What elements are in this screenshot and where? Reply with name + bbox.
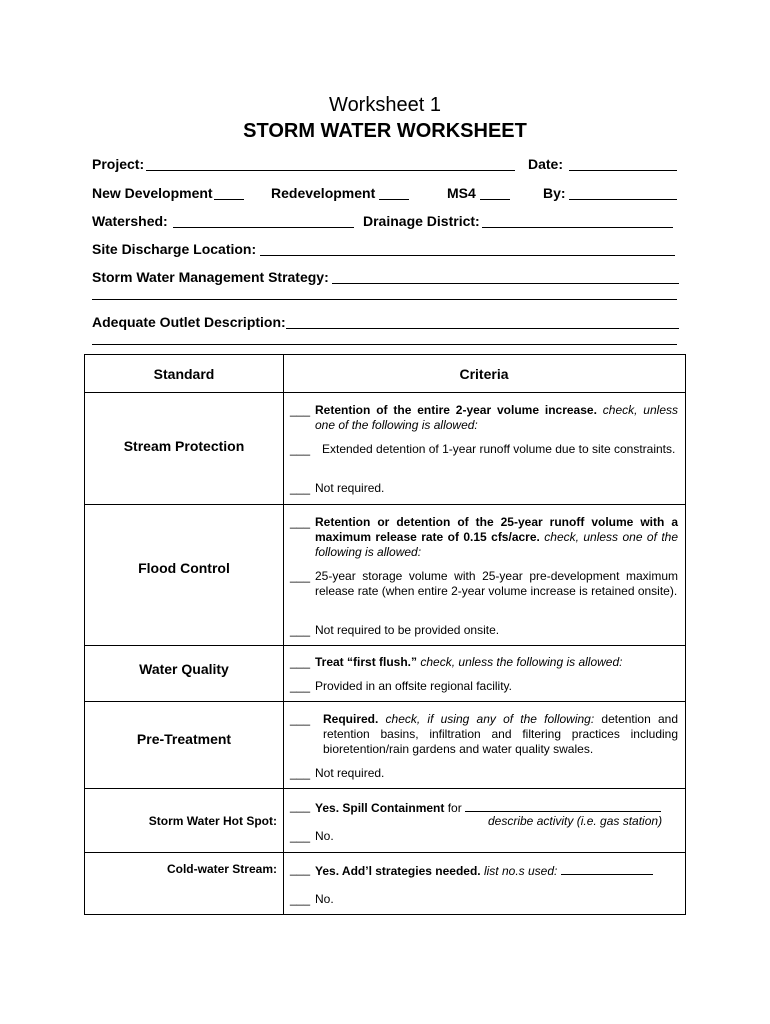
ms4-label: MS4 [447, 185, 476, 201]
pretreat-option-required[interactable]: ___ Required. check, if using any of the following: detention and retention basins, infiltration and filtering practices including bioretention/rain gardens and water quality swales. [290, 712, 678, 756]
outlet-label: Adequate Outlet Description: [92, 314, 286, 330]
outlet-line-2[interactable] [92, 344, 677, 345]
outlet-line[interactable] [286, 328, 679, 329]
redevelopment-label: Redevelopment [271, 185, 376, 201]
hotspot-activity-hint: describe activity (i.e. gas station) [488, 814, 663, 828]
strategy-label: Storm Water Management Strategy: [92, 269, 329, 285]
cold-water-row [85, 853, 685, 914]
new-development-label: New Development [92, 185, 213, 201]
cold-water-label: Cold-water Stream: [166, 862, 277, 876]
spill-activity-line[interactable] [465, 799, 661, 812]
standards-table [84, 354, 686, 915]
quality-option-offsite[interactable]: ___ Provided in an offsite regional facility. [290, 679, 512, 693]
drainage-district-line[interactable] [482, 227, 673, 228]
by-label: By: [543, 185, 566, 201]
pre-treatment-label: Pre-Treatment [136, 731, 232, 747]
hot-spot-row [85, 789, 685, 853]
redevelopment-line[interactable] [379, 199, 409, 200]
stream-option-extended[interactable]: ___ Extended detention of 1-year runoff volume due to site constraints. [290, 442, 676, 456]
standard-header: Standard [153, 366, 215, 382]
strategy-line-2[interactable] [92, 299, 677, 300]
water-quality-label: Water Quality [139, 661, 229, 677]
ms4-line[interactable] [480, 199, 510, 200]
hotspot-option-yes[interactable]: ___ Yes. Spill Containment for describe activity (i.e. gas station) [290, 799, 663, 828]
drainage-district-label: Drainage District: [363, 213, 480, 229]
stream-option-retention[interactable]: ___ Retention of the entire 2-year volume increase. check, unless one of the following is allowed: [290, 403, 678, 432]
worksheet-number: Worksheet 1 [329, 94, 441, 116]
flood-option-retention[interactable]: ___ Retention or detention of the 25-year runoff volume with a maximum release rate of 0.15 cfs/acre. check, unless one of the following is allowed: [290, 515, 679, 559]
watershed-line[interactable] [173, 227, 354, 228]
pre-treatment-row [85, 702, 685, 789]
pretreat-option-not-required[interactable]: ___ Not required. [290, 766, 385, 780]
strategy-line[interactable] [332, 283, 679, 284]
hotspot-option-no[interactable]: ___ No. [290, 829, 334, 843]
stream-option-not-required[interactable]: ___ Not required. [290, 481, 385, 495]
stream-protection-row [85, 393, 685, 505]
flood-option-not-required[interactable]: ___ Not required to be provided onsite. [290, 623, 500, 637]
criteria-header: Criteria [459, 366, 509, 382]
flood-control-label: Flood Control [138, 560, 230, 576]
table-header-row [85, 355, 685, 393]
strategies-line[interactable] [561, 862, 653, 875]
watershed-label: Watershed: [92, 213, 168, 229]
flood-control-row [85, 505, 685, 646]
date-line[interactable] [569, 170, 677, 171]
project-line[interactable] [146, 170, 515, 171]
quality-option-first-flush[interactable]: ___ Treat “first flush.” check, unless the following is allowed: [290, 655, 623, 669]
cold-option-yes[interactable]: ___ Yes. Add’l strategies needed. list no.s used: [290, 862, 678, 879]
flood-option-storage[interactable]: ___ 25-year storage volume with 25-year pre-development maximum release rate (when entire 2-year volume increase is retained onsite). [290, 569, 678, 598]
site-discharge-label: Site Discharge Location: [92, 241, 257, 257]
by-line[interactable] [569, 199, 677, 200]
site-discharge-line[interactable] [260, 255, 675, 256]
hot-spot-label: Storm Water Hot Spot: [148, 814, 277, 828]
stream-protection-label: Stream Protection [123, 438, 245, 454]
water-quality-row [85, 646, 685, 702]
date-label: Date: [528, 156, 564, 172]
worksheet-title: STORM WATER WORKSHEET [243, 120, 527, 142]
project-label: Project: [92, 156, 145, 172]
new-development-line[interactable] [214, 199, 244, 200]
cold-option-no[interactable]: ___ No. [290, 892, 334, 906]
